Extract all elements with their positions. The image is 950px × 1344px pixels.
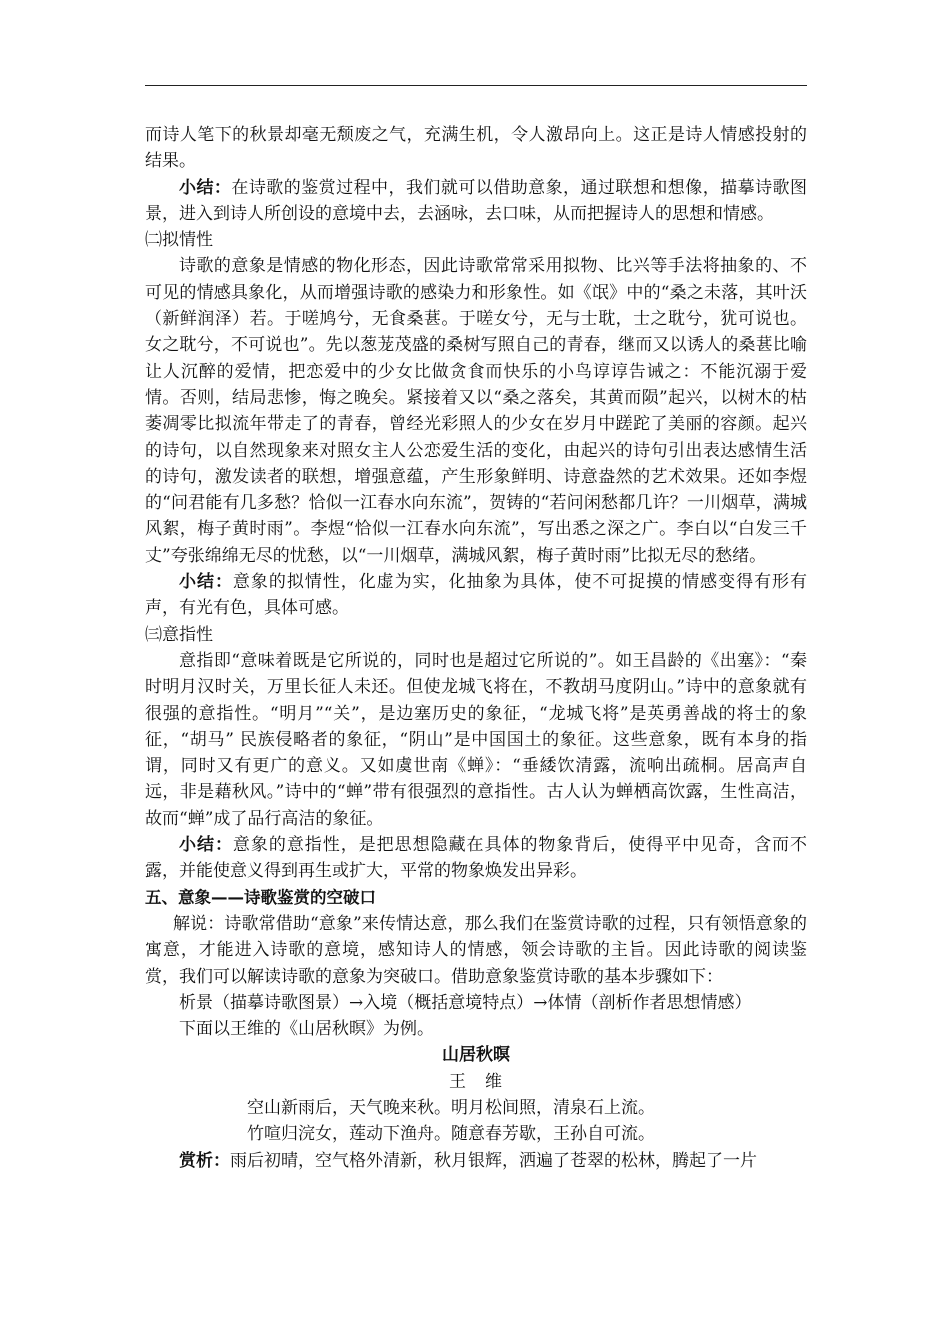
appreciation-text: 雨后初晴，空气格外清新，秋月银辉，洒遍了苍翠的松林，腾起了一片 bbox=[230, 1150, 757, 1171]
summary-2 bbox=[145, 569, 807, 622]
header-rule bbox=[145, 85, 807, 86]
paragraph-1: 而诗人笔下的秋景却毫无颓废之气，充满生机，令人激昂向上。这正是诗人情感投射的结果。 bbox=[145, 125, 807, 172]
summary-label: 小结： bbox=[179, 835, 233, 856]
paragraph-3: 意指即“意味着既是它所说的，同时也是超过它所说的”。如王昌龄的《出塞》：“秦时明月汉时关，万里长征人未还。但使龙城飞将在，不教胡马度阴山。”诗中的意象就有很强的意指性。“明月”“关”，是边塞历史的象征，“龙城飞将”是英勇善战的将士的象征，“胡马” 民族侵略者的象征，“阴山”是中国国土的象征。这些意象，既有本身的指谓，同时又有更广的意义。又如虞世南《蝉》：“垂緌饮清露，流响出疏桐。居高声自远，非是藉秋风。”诗中的“蝉”带有很强烈的意指性。古人认为蝉栖高饮露，生性高洁，故而“蝉”成了品行高洁的象征。 bbox=[145, 650, 807, 829]
poem-author: 王 维 bbox=[449, 1071, 503, 1092]
example-intro: 下面以王维的《山居秋暝》为例。 bbox=[179, 1019, 434, 1040]
poem-line-1: 空山新雨后，天气晚来秋。明月松间照，清泉石上流。 bbox=[247, 1097, 655, 1118]
poem-line-2: 竹喧归浣女，莲动下渔舟。随意春芳歇，王孙自可流。 bbox=[247, 1124, 655, 1145]
appreciation-label: 赏析： bbox=[179, 1150, 230, 1171]
summary-2-text: 意象的拟情性，化虚为实，化抽象为具体，使不可捉摸的情感变得有形有声，有光有色，具体可感。 bbox=[145, 572, 808, 619]
summary-1 bbox=[145, 175, 807, 228]
section-heading-5: 五、意象——诗歌鉴赏的空破口 bbox=[145, 887, 376, 907]
section-heading-3: ㈢意指性 bbox=[145, 624, 213, 645]
appreciation bbox=[145, 1148, 807, 1174]
poem-title: 山居秋暝 bbox=[442, 1045, 510, 1066]
summary-1-text: 在诗歌的鉴赏过程中，我们就可以借助意象，通过联想和想像，描摹诗歌图景，进入到诗人所创设的意境中去，去涵咏，去口味，从而把握诗人的思想和情感。 bbox=[145, 177, 808, 224]
paragraph-2: 诗歌的意象是情感的物化形态，因此诗歌常常采用拟物、比兴等手法将抽象的、不可见的情感具象化，从而增强诗歌的感染力和形象性。如《氓》中的“桑之未落，其叶沃（新鲜润泽）若。于嗟鸠兮，无食桑葚。于嗟女兮，无与士耽，士之耽兮，犹可说也。女之耽兮，不可说也”。先以葱茏茂盛的桑树写照自己的青春，继而又以诱人的桑葚比喻让人沉醉的爱情，把恋爱中的少女比做贪食而快乐的小鸟谆谆告诫之：不能沉溺于爱情。否则，结局悲惨，悔之晚矣。紧接着又以“桑之落矣，其黄而陨”起兴，以树木的枯萎凋零比拟流年带走了的青春，曾经光彩照人的少女在岁月中蹉跎了美丽的容颜。起兴的诗句，以自然现象来对照女主人公恋爱生活的变化，由起兴的诗句引出表达感情生活的诗句，激发读者的联想，增强意蕴，产生形象鲜明、诗意盎然的艺术效果。还如李煜的“问君能有几多愁？恰似一江春水向东流”，贺铸的“若问闲愁都几许？一川烟草，满城风絮，梅子黄时雨”。李煜“恰似一江春水向东流”，写出悉之深之广。李白以“白发三千丈”夸张绵绵无尽的忧愁，以“一川烟草，满城风絮，梅子黄时雨”比拟无尽的愁绪。 bbox=[145, 256, 807, 566]
summary-3-text: 意象的意指性，是把思想隐藏在具体的物象背后，使得平中见奇，含而不露，并能使意义得到再生或扩大，平常的物象焕发出异彩。 bbox=[145, 835, 808, 882]
paragraph-5: 解说：诗歌常借助“意象”来传情达意，那么我们在鉴赏诗歌的过程，只有领悟意象的寓意，才能进入诗歌的意境，感知诗人的情感，领会诗歌的主旨。因此诗歌的阅读鉴赏，我们可以解读诗歌的意象为突破口。借助意象鉴赏诗歌的基本步骤如下： bbox=[145, 913, 807, 987]
summary-label: 小结： bbox=[179, 177, 232, 198]
summary-label: 小结： bbox=[179, 572, 233, 593]
document-body bbox=[145, 122, 807, 1174]
summary-3 bbox=[145, 832, 807, 885]
steps-line: 析景（描摹诗歌图景）→入境（概括意境特点）→体情（剖析作者思想情感） bbox=[179, 992, 752, 1013]
section-heading-2: ㈡拟情性 bbox=[145, 230, 213, 251]
